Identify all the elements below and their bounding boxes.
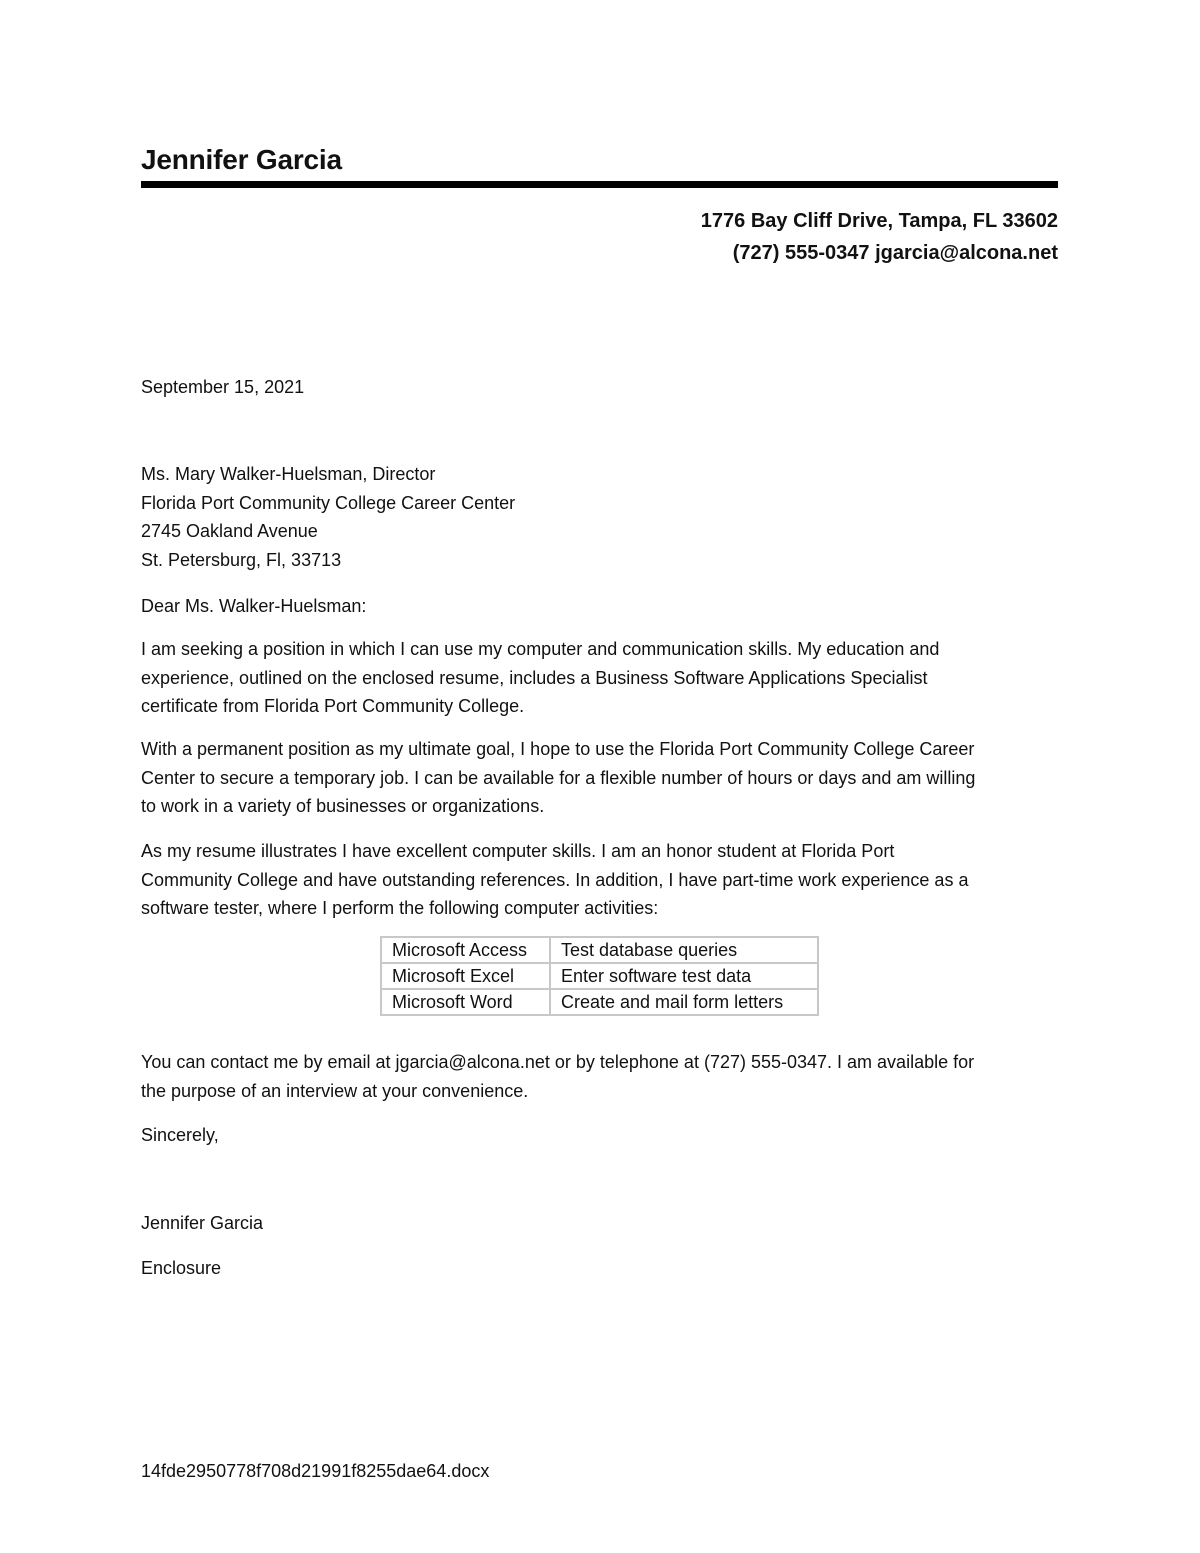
footer-filename: 14fde2950778f708d21991f8255dae64.docx [141, 1461, 490, 1481]
table-cell-application: Microsoft Access [381, 937, 550, 963]
table-cell-activity: Create and mail form letters [550, 989, 818, 1015]
body-paragraph-4 [141, 1048, 1061, 1105]
letterhead-contact [701, 205, 1058, 269]
paragraph-line: Center to secure a temporary job. I can be available for a flexible number of hours or days and am willing [141, 767, 976, 788]
recipient-street: 2745 Oakland Avenue [141, 521, 318, 541]
letterhead-rule [141, 181, 1058, 188]
paragraph-line: With a permanent position as my ultimate goal, I hope to use the Florida Port Community College Career [141, 739, 975, 759]
table-cell-application: Microsoft Word [381, 989, 550, 1015]
paragraph-line: to work in a variety of businesses or organizations. [141, 796, 545, 816]
salutation: Dear Ms. Walker-Huelsman: [141, 596, 367, 616]
skills-table [380, 936, 819, 1016]
paragraph-line: Community College and have outstanding references. In addition, I have part-time work experience as a [141, 869, 969, 890]
body-paragraph-2 [141, 735, 1061, 821]
paragraph-line: experience, outlined on the enclosed resume, includes a Business Software Applications Specialist [141, 667, 928, 688]
body-paragraph-1 [141, 635, 1061, 721]
signature-name: Jennifer Garcia [141, 1213, 264, 1233]
table-row [381, 963, 818, 989]
inside-address [141, 460, 515, 574]
paragraph-line: As my resume illustrates I have excellent computer skills. I am an honor student at Florida Port [141, 841, 895, 861]
table-cell-application: Microsoft Excel [381, 963, 550, 989]
recipient-organization: Florida Port Community College Career Center [141, 492, 516, 513]
enclosure-notation: Enclosure [141, 1258, 222, 1278]
table-row [381, 937, 818, 963]
table-cell-activity: Test database queries [550, 937, 818, 963]
recipient-name: Ms. Mary Walker-Huelsman, Director [141, 464, 436, 484]
paragraph-line: You can contact me by email at jgarcia@alcona.net or by telephone at (727) 555-0347. I am available for [141, 1052, 975, 1072]
letterhead-name: Jennifer Garcia [141, 144, 342, 175]
paragraph-line: the purpose of an interview at your convenience. [141, 1080, 529, 1101]
letterhead-phone-email: (727) 555-0347 jgarcia@alcona.net [732, 242, 1058, 264]
body-paragraph-3 [141, 837, 1061, 923]
paragraph-line: I am seeking a position in which I can use my computer and communication skills. My education and [141, 639, 940, 659]
closing: Sincerely, [141, 1125, 219, 1145]
letter-date: September 15, 2021 [141, 377, 305, 397]
paragraph-line: certificate from Florida Port Community College. [141, 696, 525, 716]
paragraph-line: software tester, where I perform the following computer activities: [141, 898, 659, 918]
table-cell-activity: Enter software test data [550, 963, 818, 989]
letterhead-address: 1776 Bay Cliff Drive, Tampa, FL 33602 [700, 210, 1058, 232]
table-row [381, 989, 818, 1015]
recipient-city: St. Petersburg, Fl, 33713 [141, 549, 342, 570]
